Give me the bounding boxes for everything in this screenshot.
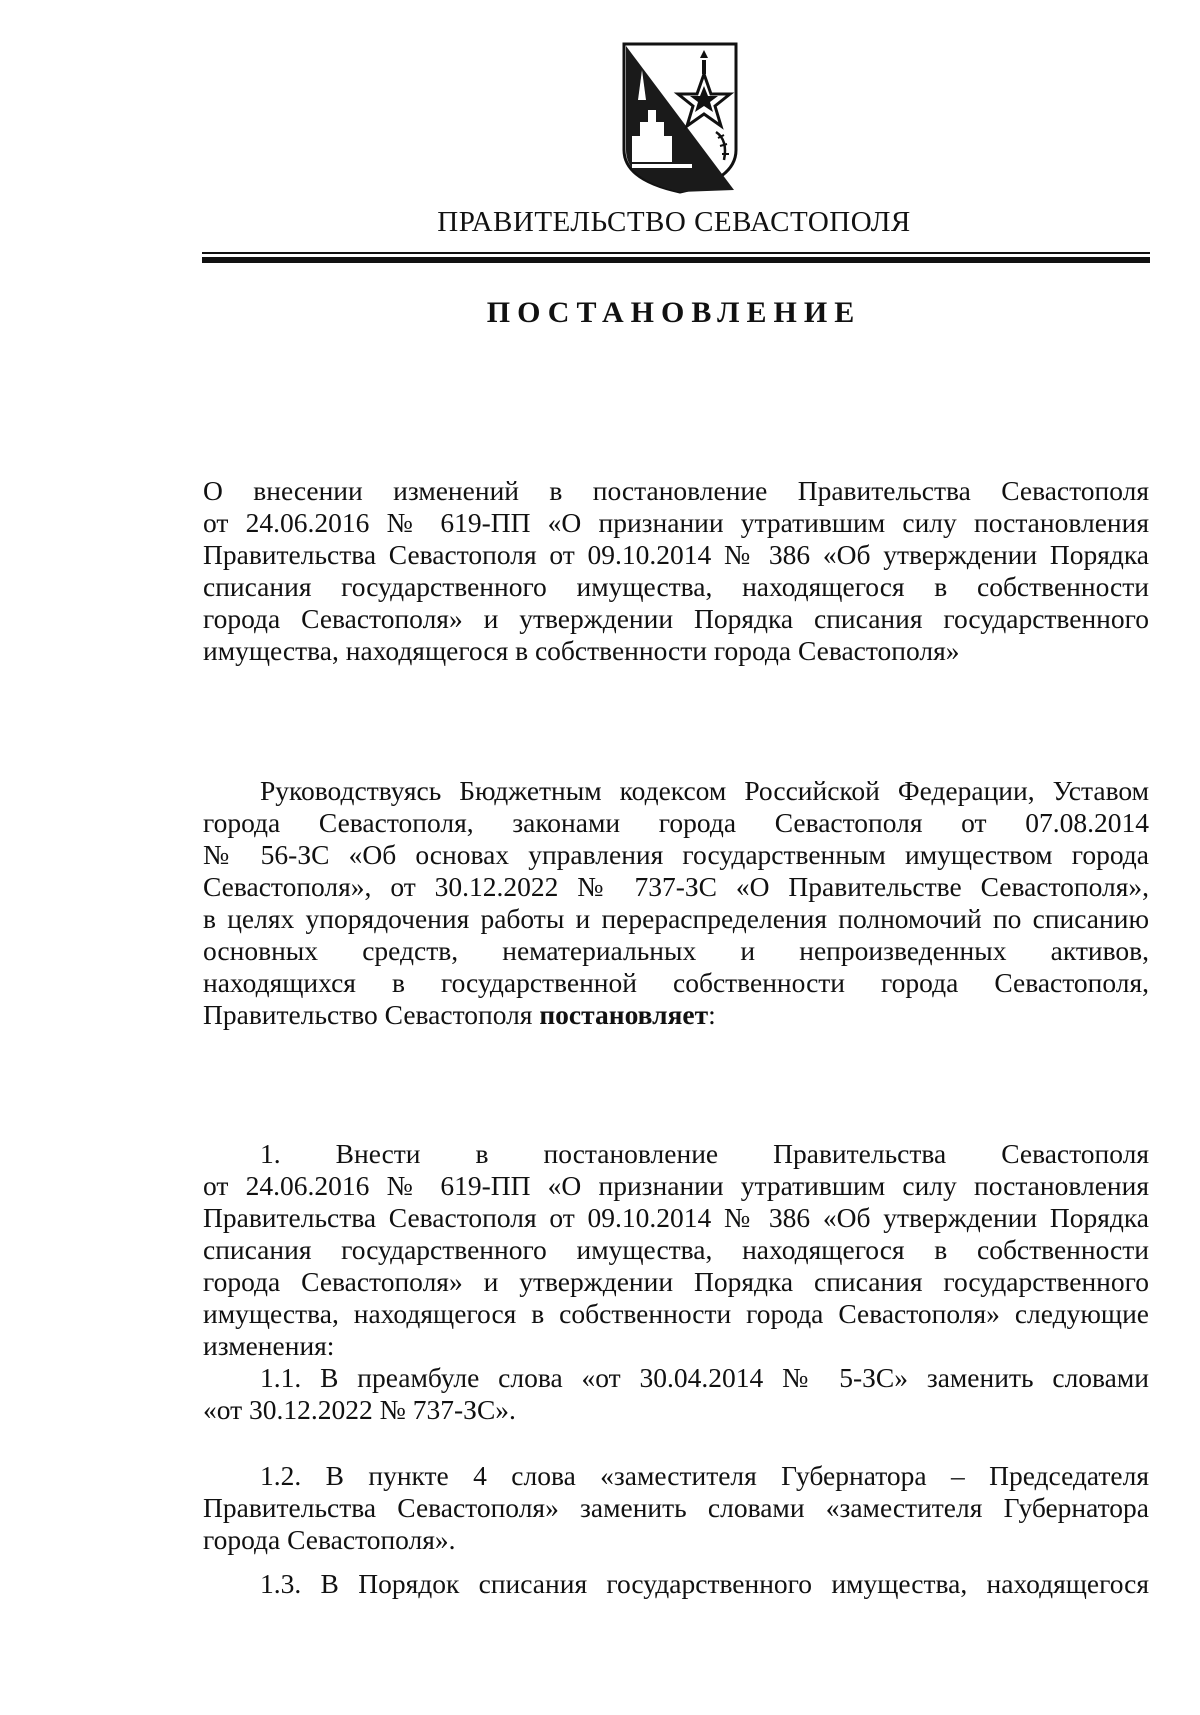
item-line: Правительства Севастополя» заменить словами «заместителя Губернатора <box>203 1492 1149 1523</box>
title-line: списания государственного имущества, находящегося в собственности <box>203 571 1149 602</box>
item-line: 1.3. В Порядок списания государственного имущества, находящегося <box>260 1568 1149 1599</box>
document-title <box>203 475 1149 667</box>
preamble-colon: : <box>708 999 716 1030</box>
government-name: ПРАВИТЕЛЬСТВО СЕВАСТОПОЛЯ <box>437 206 911 238</box>
item-line: имущества, находящегося в собственности города Севастополя» следующие <box>203 1298 1149 1329</box>
preamble-line: города Севастополя, законами города Севастополя от 07.08.2014 <box>203 807 1149 838</box>
item-line: 1. Внести в постановление Правительства Севастополя <box>260 1138 1149 1169</box>
item-line: 1.2. В пункте 4 слова «заместителя Губернатора – Председателя <box>260 1460 1149 1491</box>
item-line: Правительства Севастополя от 09.10.2014 № 386 «Об утверждении Порядка <box>203 1202 1149 1233</box>
item-1 <box>203 1138 1149 1362</box>
title-line: от 24.06.2016 № 619-ПП «О признании утратившим силу постановления <box>203 507 1149 538</box>
preamble <box>203 775 1149 1031</box>
resolves-keyword: постановляет <box>539 999 709 1030</box>
preamble-line: основных средств, нематериальных и непроизведенных активов, <box>203 935 1149 966</box>
title-line: Правительства Севастополя от 09.10.2014 № 386 «Об утверждении Порядка <box>203 539 1149 570</box>
title-line: имущества, находящегося в собственности города Севастополя» <box>203 635 960 666</box>
preamble-subject: Правительство Севастополя <box>203 999 540 1030</box>
item-line: города Севастополя» и утверждении Порядка списания государственного <box>203 1266 1149 1297</box>
document-type: ПОСТАНОВЛЕНИЕ <box>486 296 862 329</box>
preamble-last-line <box>203 999 1149 1031</box>
item-1-1 <box>203 1362 1149 1426</box>
preamble-line: Севастополя», от 30.12.2022 № 737-ЗС «О Правительстве Севастополя», <box>203 871 1149 902</box>
item-line: изменения: <box>203 1330 335 1361</box>
item-line: «от 30.12.2022 № 737-ЗС». <box>203 1394 516 1425</box>
preamble-line: Руководствуясь Бюджетным кодексом Российской Федерации, Уставом <box>260 775 1149 806</box>
preamble-line: № 56-ЗС «Об основах управления государственным имуществом города <box>203 839 1149 870</box>
header-divider-thick <box>202 257 1150 263</box>
header-divider-thin <box>202 252 1150 254</box>
coat-of-arms-icon <box>618 40 742 196</box>
item-1-3 <box>203 1568 1149 1600</box>
preamble-line: в целях упорядочения работы и перераспределения полномочий по списанию <box>203 903 1149 934</box>
title-line: города Севастополя» и утверждении Порядка списания государственного <box>203 603 1149 634</box>
item-line: от 24.06.2016 № 619-ПП «О признании утратившим силу постановления <box>203 1170 1149 1201</box>
item-1-2 <box>203 1460 1149 1556</box>
item-line: города Севастополя». <box>203 1524 456 1555</box>
title-line: О внесении изменений в постановление Правительства Севастополя <box>203 475 1149 506</box>
item-line: 1.1. В преамбуле слова «от 30.04.2014 № 5-ЗС» заменить словами <box>260 1362 1149 1393</box>
preamble-line: находящихся в государственной собственности города Севастополя, <box>203 967 1149 998</box>
item-line: списания государственного имущества, находящегося в собственности <box>203 1234 1149 1265</box>
